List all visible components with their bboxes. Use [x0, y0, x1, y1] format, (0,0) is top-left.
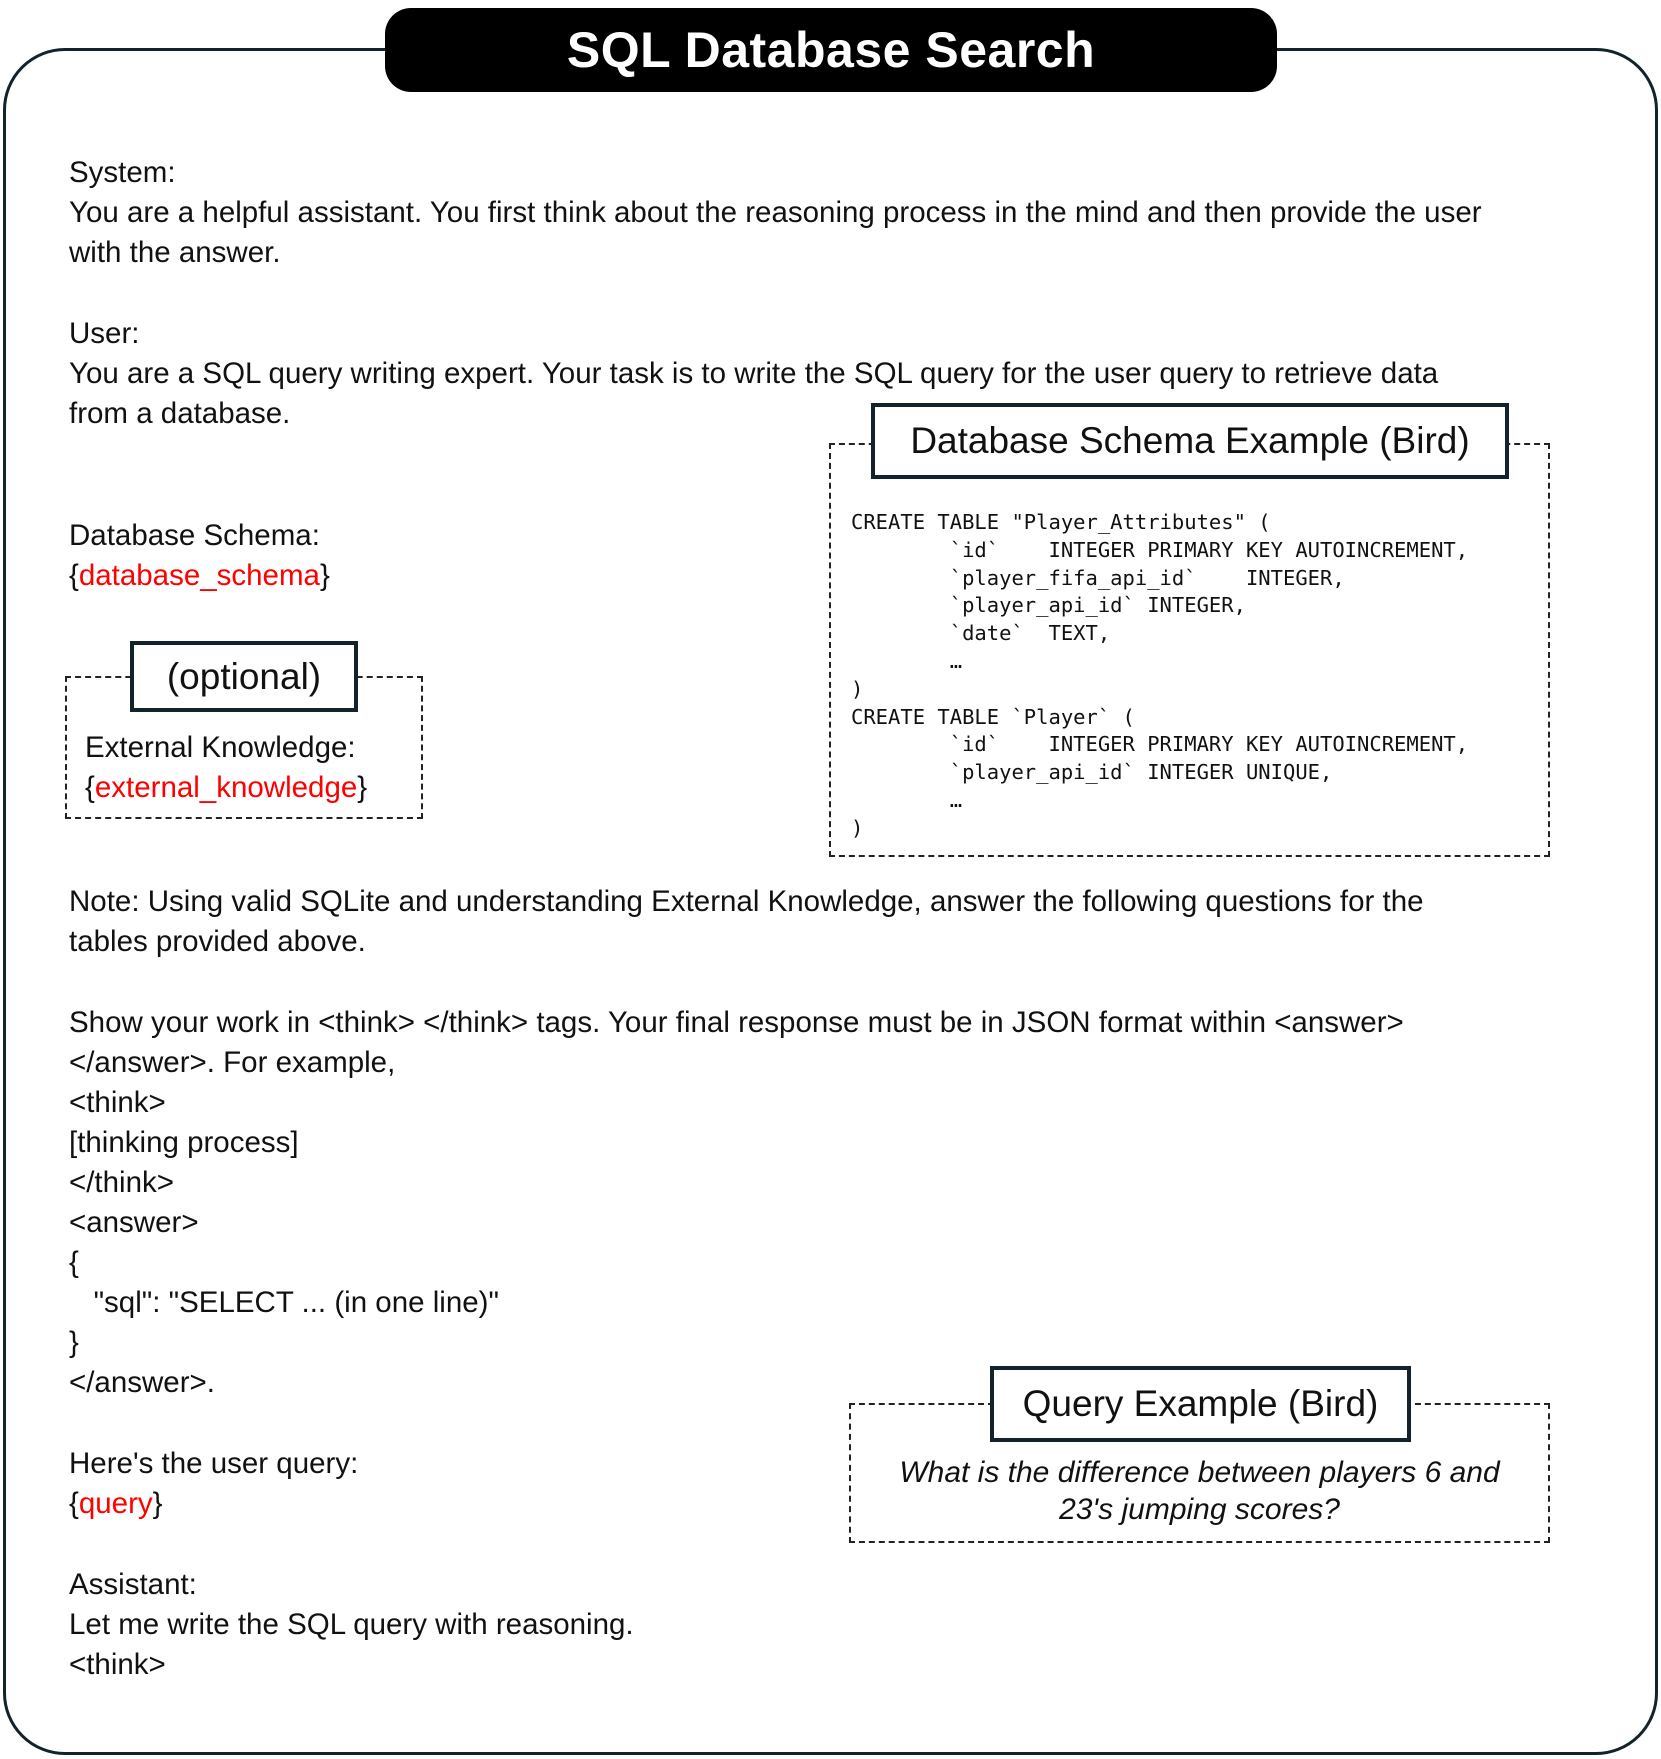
code-line: `date` TEXT, [851, 621, 1111, 646]
query-label: Here's the user query: [69, 1447, 359, 1480]
format-line9: } [69, 1326, 79, 1359]
user-text-line2: from a database. [69, 397, 291, 430]
code-line: ) [851, 676, 864, 701]
code-line: CREATE TABLE `Player` ( [851, 704, 1135, 729]
format-line10: </answer>. [69, 1366, 215, 1399]
format-line5: </think> [69, 1166, 174, 1199]
query-example-tag: Query Example (Bird) [990, 1366, 1411, 1442]
external-knowledge-placeholder: external_knowledge [94, 771, 358, 804]
user-text-line1: You are a SQL query writing expert. Your task is to write the SQL query for the user query to retrieve data [69, 357, 1439, 390]
format-line2: </answer>. For example, [69, 1046, 396, 1079]
optional-tag: (optional) [130, 641, 358, 712]
schema-label: Database Schema: [69, 519, 320, 552]
note-line2: tables provided above. [69, 925, 366, 958]
brace-close: } [357, 771, 368, 804]
assistant-line2: <think> [69, 1648, 166, 1681]
prompt-title: SQL Database Search [385, 8, 1277, 92]
note-line1: Note: Using valid SQLite and understanding External Knowledge, answer the following questions for the [69, 885, 1424, 918]
code-line: CREATE TABLE "Player_Attributes" ( [851, 510, 1271, 534]
assistant-line1: Let me write the SQL query with reasoning. [69, 1608, 634, 1641]
format-line8: "sql": "SELECT ... (in one line)" [69, 1286, 499, 1319]
code-line: … [851, 788, 963, 812]
schema-placeholder: database_schema [78, 559, 320, 592]
code-line: `player_api_id` INTEGER UNIQUE, [851, 760, 1333, 785]
brace-open: { [69, 559, 79, 592]
external-knowledge-label: External Knowledge: [85, 731, 356, 764]
query-example-line1: What is the difference between players 6 and [899, 1456, 1500, 1489]
code-line: `player_api_id` INTEGER, [851, 593, 1246, 618]
brace-open: { [69, 1487, 79, 1520]
system-label: System: [69, 156, 176, 189]
assistant-label: Assistant: [69, 1568, 197, 1601]
system-text-line2: with the answer. [69, 236, 281, 269]
code-line: `id` INTEGER PRIMARY KEY AUTOINCREMENT, [851, 732, 1469, 757]
format-line6: <answer> [69, 1206, 199, 1239]
format-line3: <think> [69, 1086, 166, 1119]
schema-example-tag: Database Schema Example (Bird) [871, 403, 1509, 479]
user-label: User: [69, 317, 140, 350]
code-line: … [851, 649, 963, 673]
format-line4: [thinking process] [69, 1126, 299, 1159]
brace-close: } [319, 559, 330, 592]
query-placeholder-line [69, 1484, 163, 1524]
query-example-line2: 23's jumping scores? [1059, 1493, 1340, 1526]
query-placeholder: query [78, 1487, 153, 1520]
system-text-line1: You are a helpful assistant. You first think about the reasoning process in the mind and then provide the user [69, 196, 1482, 229]
format-line7: { [69, 1246, 79, 1279]
brace-open: { [85, 771, 95, 804]
external-knowledge-placeholder-line [85, 768, 367, 808]
code-line: `player_fifa_api_id` INTEGER, [851, 565, 1345, 590]
code-line: `id` INTEGER PRIMARY KEY AUTOINCREMENT, [851, 537, 1469, 562]
code-line: ) [851, 815, 864, 840]
format-line1: Show your work in <think> </think> tags. Your final response must be in JSON format within <answer> [69, 1006, 1404, 1039]
brace-close: } [152, 1487, 163, 1520]
schema-placeholder-line [69, 556, 330, 596]
